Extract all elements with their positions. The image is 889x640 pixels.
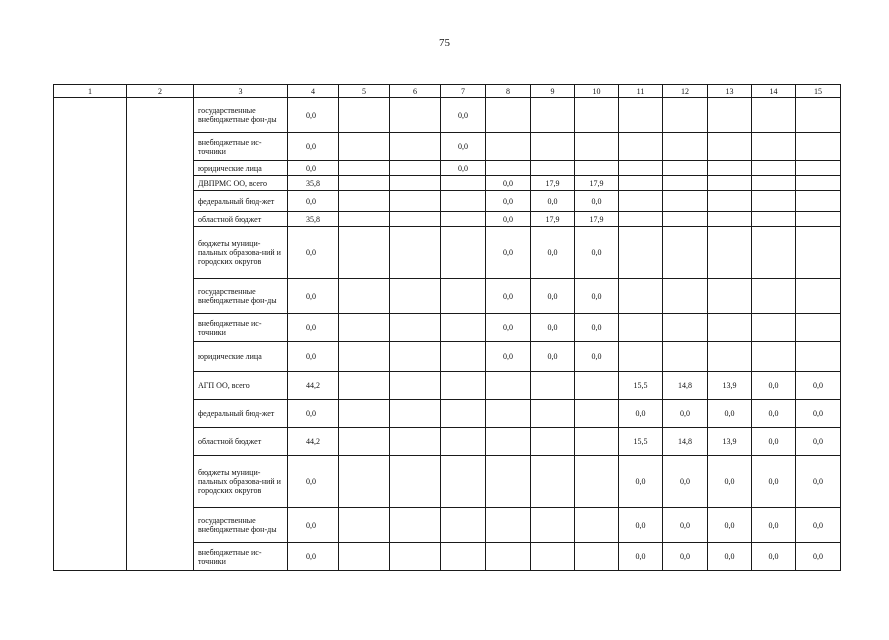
table-cell [441, 279, 486, 314]
table-cell: 0,0 [288, 456, 339, 508]
table-cell: 0,0 [752, 456, 796, 508]
column-header: 10 [575, 85, 619, 98]
table-cell [339, 227, 390, 279]
table-cell [339, 428, 390, 456]
table-cell: 0,0 [486, 314, 531, 342]
table-cell [796, 133, 841, 161]
table-cell [708, 98, 752, 133]
table-cell: 0,0 [486, 212, 531, 227]
table-cell [531, 98, 575, 133]
table-cell: 0,0 [796, 428, 841, 456]
table-cell [752, 98, 796, 133]
table-cell: 0,0 [441, 133, 486, 161]
table-cell: 0,0 [288, 161, 339, 176]
column-header: 11 [619, 85, 663, 98]
row-label: внебюджетные ис-точники [194, 133, 288, 161]
table-cell: 14,8 [663, 372, 708, 400]
table-cell: 0,0 [486, 227, 531, 279]
table-cell [441, 508, 486, 543]
table-cell [531, 372, 575, 400]
table-cell [619, 212, 663, 227]
table-cell [752, 212, 796, 227]
table-cell: 0,0 [663, 400, 708, 428]
table-cell [619, 279, 663, 314]
table-cell [339, 314, 390, 342]
table-cell: 0,0 [752, 508, 796, 543]
table-cell [441, 176, 486, 191]
table-cell: 35,8 [288, 212, 339, 227]
table-cell: 0,0 [288, 279, 339, 314]
column-header: 2 [127, 85, 194, 98]
column-header: 12 [663, 85, 708, 98]
row-label: государственные внебюджетные фон-ды [194, 508, 288, 543]
col-2-cell [127, 98, 194, 571]
table-cell [390, 400, 441, 428]
table-cell [486, 456, 531, 508]
table-cell [531, 543, 575, 571]
table-cell [390, 212, 441, 227]
table-cell [339, 342, 390, 372]
table-cell: 0,0 [531, 314, 575, 342]
row-label: внебюджетные ис-точники [194, 543, 288, 571]
table-cell [339, 176, 390, 191]
table-cell [752, 314, 796, 342]
table-cell [663, 176, 708, 191]
table-cell: 0,0 [796, 400, 841, 428]
table-body [54, 98, 841, 571]
col-1-cell [54, 98, 127, 571]
table-cell [752, 342, 796, 372]
table-cell [796, 342, 841, 372]
table-cell [390, 227, 441, 279]
table-cell [619, 98, 663, 133]
table-cell [663, 227, 708, 279]
table-cell: 0,0 [752, 400, 796, 428]
table-cell: 14,8 [663, 428, 708, 456]
table-cell [663, 191, 708, 212]
column-header: 14 [752, 85, 796, 98]
row-label: федеральный бюд-жет [194, 191, 288, 212]
table-cell [796, 227, 841, 279]
table-cell [441, 456, 486, 508]
table-cell [390, 372, 441, 400]
table-cell [486, 428, 531, 456]
table-cell: 0,0 [288, 314, 339, 342]
table-cell [390, 456, 441, 508]
table-cell [531, 508, 575, 543]
table-cell: 0,0 [752, 372, 796, 400]
table-cell [441, 428, 486, 456]
table-cell [339, 212, 390, 227]
table-cell: 0,0 [575, 279, 619, 314]
table-cell [339, 133, 390, 161]
table-cell: 0,0 [575, 227, 619, 279]
table-cell [796, 98, 841, 133]
table-cell [441, 212, 486, 227]
table-cell: 0,0 [708, 508, 752, 543]
table-cell [708, 227, 752, 279]
table-cell [708, 212, 752, 227]
table-cell [752, 279, 796, 314]
table-cell: 0,0 [486, 191, 531, 212]
table-cell [663, 133, 708, 161]
table-cell [708, 161, 752, 176]
table-cell: 17,9 [531, 212, 575, 227]
table-cell [531, 456, 575, 508]
table-cell: 15,5 [619, 428, 663, 456]
table-cell: 0,0 [708, 543, 752, 571]
table-cell: 0,0 [288, 98, 339, 133]
table-cell: 0,0 [575, 314, 619, 342]
table-cell: 0,0 [486, 279, 531, 314]
table-cell [339, 161, 390, 176]
table-cell: 0,0 [663, 508, 708, 543]
table-cell: 15,5 [619, 372, 663, 400]
table-cell [339, 372, 390, 400]
table-cell: 0,0 [441, 98, 486, 133]
table-cell [752, 227, 796, 279]
table-cell: 0,0 [531, 191, 575, 212]
table-cell [796, 314, 841, 342]
table-cell [390, 508, 441, 543]
table-cell [575, 161, 619, 176]
table-cell: 0,0 [575, 342, 619, 372]
table-cell [441, 314, 486, 342]
table-cell [441, 400, 486, 428]
table-cell [619, 133, 663, 161]
table-cell: 44,2 [288, 428, 339, 456]
table-cell [486, 98, 531, 133]
table-cell: 0,0 [619, 400, 663, 428]
table-cell [441, 543, 486, 571]
table-cell: 0,0 [531, 279, 575, 314]
table-cell: 0,0 [486, 176, 531, 191]
row-label: ДВПРМС ОО, всего [194, 176, 288, 191]
row-label: государственные внебюджетные фон-ды [194, 279, 288, 314]
table-cell: 0,0 [796, 508, 841, 543]
table-cell: 0,0 [796, 456, 841, 508]
table-cell [796, 279, 841, 314]
column-header: 7 [441, 85, 486, 98]
budget-table [53, 84, 841, 571]
table-cell: 0,0 [575, 191, 619, 212]
header-row [54, 85, 841, 98]
table-cell [575, 372, 619, 400]
row-label: АГП ОО, всего [194, 372, 288, 400]
table-cell: 0,0 [288, 508, 339, 543]
table-cell [708, 191, 752, 212]
table-cell [619, 176, 663, 191]
row-label: бюджеты муници-пальных образова-ний и городских округов [194, 227, 288, 279]
row-label: юридические лица [194, 342, 288, 372]
table-cell [663, 279, 708, 314]
table-cell: 17,9 [531, 176, 575, 191]
column-header: 15 [796, 85, 841, 98]
table-cell [390, 98, 441, 133]
table-cell [752, 161, 796, 176]
column-header: 1 [54, 85, 127, 98]
table-cell: 35,8 [288, 176, 339, 191]
table-cell: 17,9 [575, 212, 619, 227]
table-cell [441, 227, 486, 279]
table-cell [575, 543, 619, 571]
table-cell [486, 133, 531, 161]
table-cell [752, 176, 796, 191]
table-cell [486, 161, 531, 176]
table-cell: 44,2 [288, 372, 339, 400]
column-header: 4 [288, 85, 339, 98]
table-cell [441, 372, 486, 400]
table-cell [531, 428, 575, 456]
table-cell [486, 543, 531, 571]
table-cell: 0,0 [663, 456, 708, 508]
table-cell [796, 191, 841, 212]
table-cell [390, 176, 441, 191]
row-label: областной бюджет [194, 212, 288, 227]
table-cell: 0,0 [288, 227, 339, 279]
table-cell [752, 191, 796, 212]
table-cell [752, 133, 796, 161]
table-cell [486, 400, 531, 428]
column-header: 8 [486, 85, 531, 98]
table-cell: 0,0 [486, 342, 531, 372]
table-cell: 0,0 [619, 456, 663, 508]
row-label: федеральный бюд-жет [194, 400, 288, 428]
table-cell [796, 161, 841, 176]
table-cell [708, 279, 752, 314]
table-cell [663, 98, 708, 133]
table-cell [390, 428, 441, 456]
table-cell: 0,0 [619, 508, 663, 543]
table-cell: 0,0 [752, 543, 796, 571]
row-label: внебюджетные ис-точники [194, 314, 288, 342]
table-cell [708, 314, 752, 342]
table-cell [390, 133, 441, 161]
table-cell [390, 314, 441, 342]
table-cell [575, 456, 619, 508]
table-cell: 0,0 [708, 400, 752, 428]
table-cell [339, 508, 390, 543]
table-cell [663, 212, 708, 227]
table-cell [486, 372, 531, 400]
column-header: 6 [390, 85, 441, 98]
table-cell: 0,0 [531, 227, 575, 279]
table-cell: 0,0 [288, 543, 339, 571]
table-cell: 0,0 [288, 133, 339, 161]
row-label: бюджеты муници-пальных образова-ний и городских округов [194, 456, 288, 508]
column-header: 3 [194, 85, 288, 98]
row-label: юридические лица [194, 161, 288, 176]
table-cell [339, 279, 390, 314]
table-cell: 13,9 [708, 428, 752, 456]
column-header: 9 [531, 85, 575, 98]
table-cell: 0,0 [619, 543, 663, 571]
table-cell [619, 314, 663, 342]
table-cell [575, 400, 619, 428]
table-cell [390, 191, 441, 212]
row-label: государственные внебюджетные фон-ды [194, 98, 288, 133]
table-cell: 0,0 [708, 456, 752, 508]
table-cell: 0,0 [531, 342, 575, 372]
table-cell [339, 98, 390, 133]
table-cell: 0,0 [288, 400, 339, 428]
table-row [54, 98, 841, 133]
table-cell [390, 161, 441, 176]
table-cell [390, 279, 441, 314]
table-cell [708, 176, 752, 191]
table-cell [663, 342, 708, 372]
table-cell [339, 543, 390, 571]
table-cell [575, 508, 619, 543]
row-label: областной бюджет [194, 428, 288, 456]
table-cell [796, 212, 841, 227]
table-cell [390, 543, 441, 571]
table-cell [575, 428, 619, 456]
table-cell [531, 161, 575, 176]
table-cell [441, 191, 486, 212]
table-cell [441, 342, 486, 372]
table-cell [619, 191, 663, 212]
table-cell [796, 176, 841, 191]
page-number: 75 [439, 37, 450, 49]
table-cell: 0,0 [441, 161, 486, 176]
table-cell [531, 400, 575, 428]
table-cell: 0,0 [663, 543, 708, 571]
table-cell [575, 98, 619, 133]
column-header: 5 [339, 85, 390, 98]
table-cell [339, 400, 390, 428]
table-cell [663, 161, 708, 176]
table-cell: 17,9 [575, 176, 619, 191]
table-cell [663, 314, 708, 342]
table-cell: 0,0 [752, 428, 796, 456]
table-cell [575, 133, 619, 161]
table-cell [619, 161, 663, 176]
table-cell [619, 342, 663, 372]
table-cell [390, 342, 441, 372]
table-cell [339, 191, 390, 212]
table-cell [708, 133, 752, 161]
table-cell [486, 508, 531, 543]
table-cell: 0,0 [288, 342, 339, 372]
table-cell [708, 342, 752, 372]
table-cell: 0,0 [796, 543, 841, 571]
column-header: 13 [708, 85, 752, 98]
table-cell [619, 227, 663, 279]
table-cell: 0,0 [796, 372, 841, 400]
table-cell: 13,9 [708, 372, 752, 400]
table-cell [339, 456, 390, 508]
table-cell [531, 133, 575, 161]
table-cell: 0,0 [288, 191, 339, 212]
